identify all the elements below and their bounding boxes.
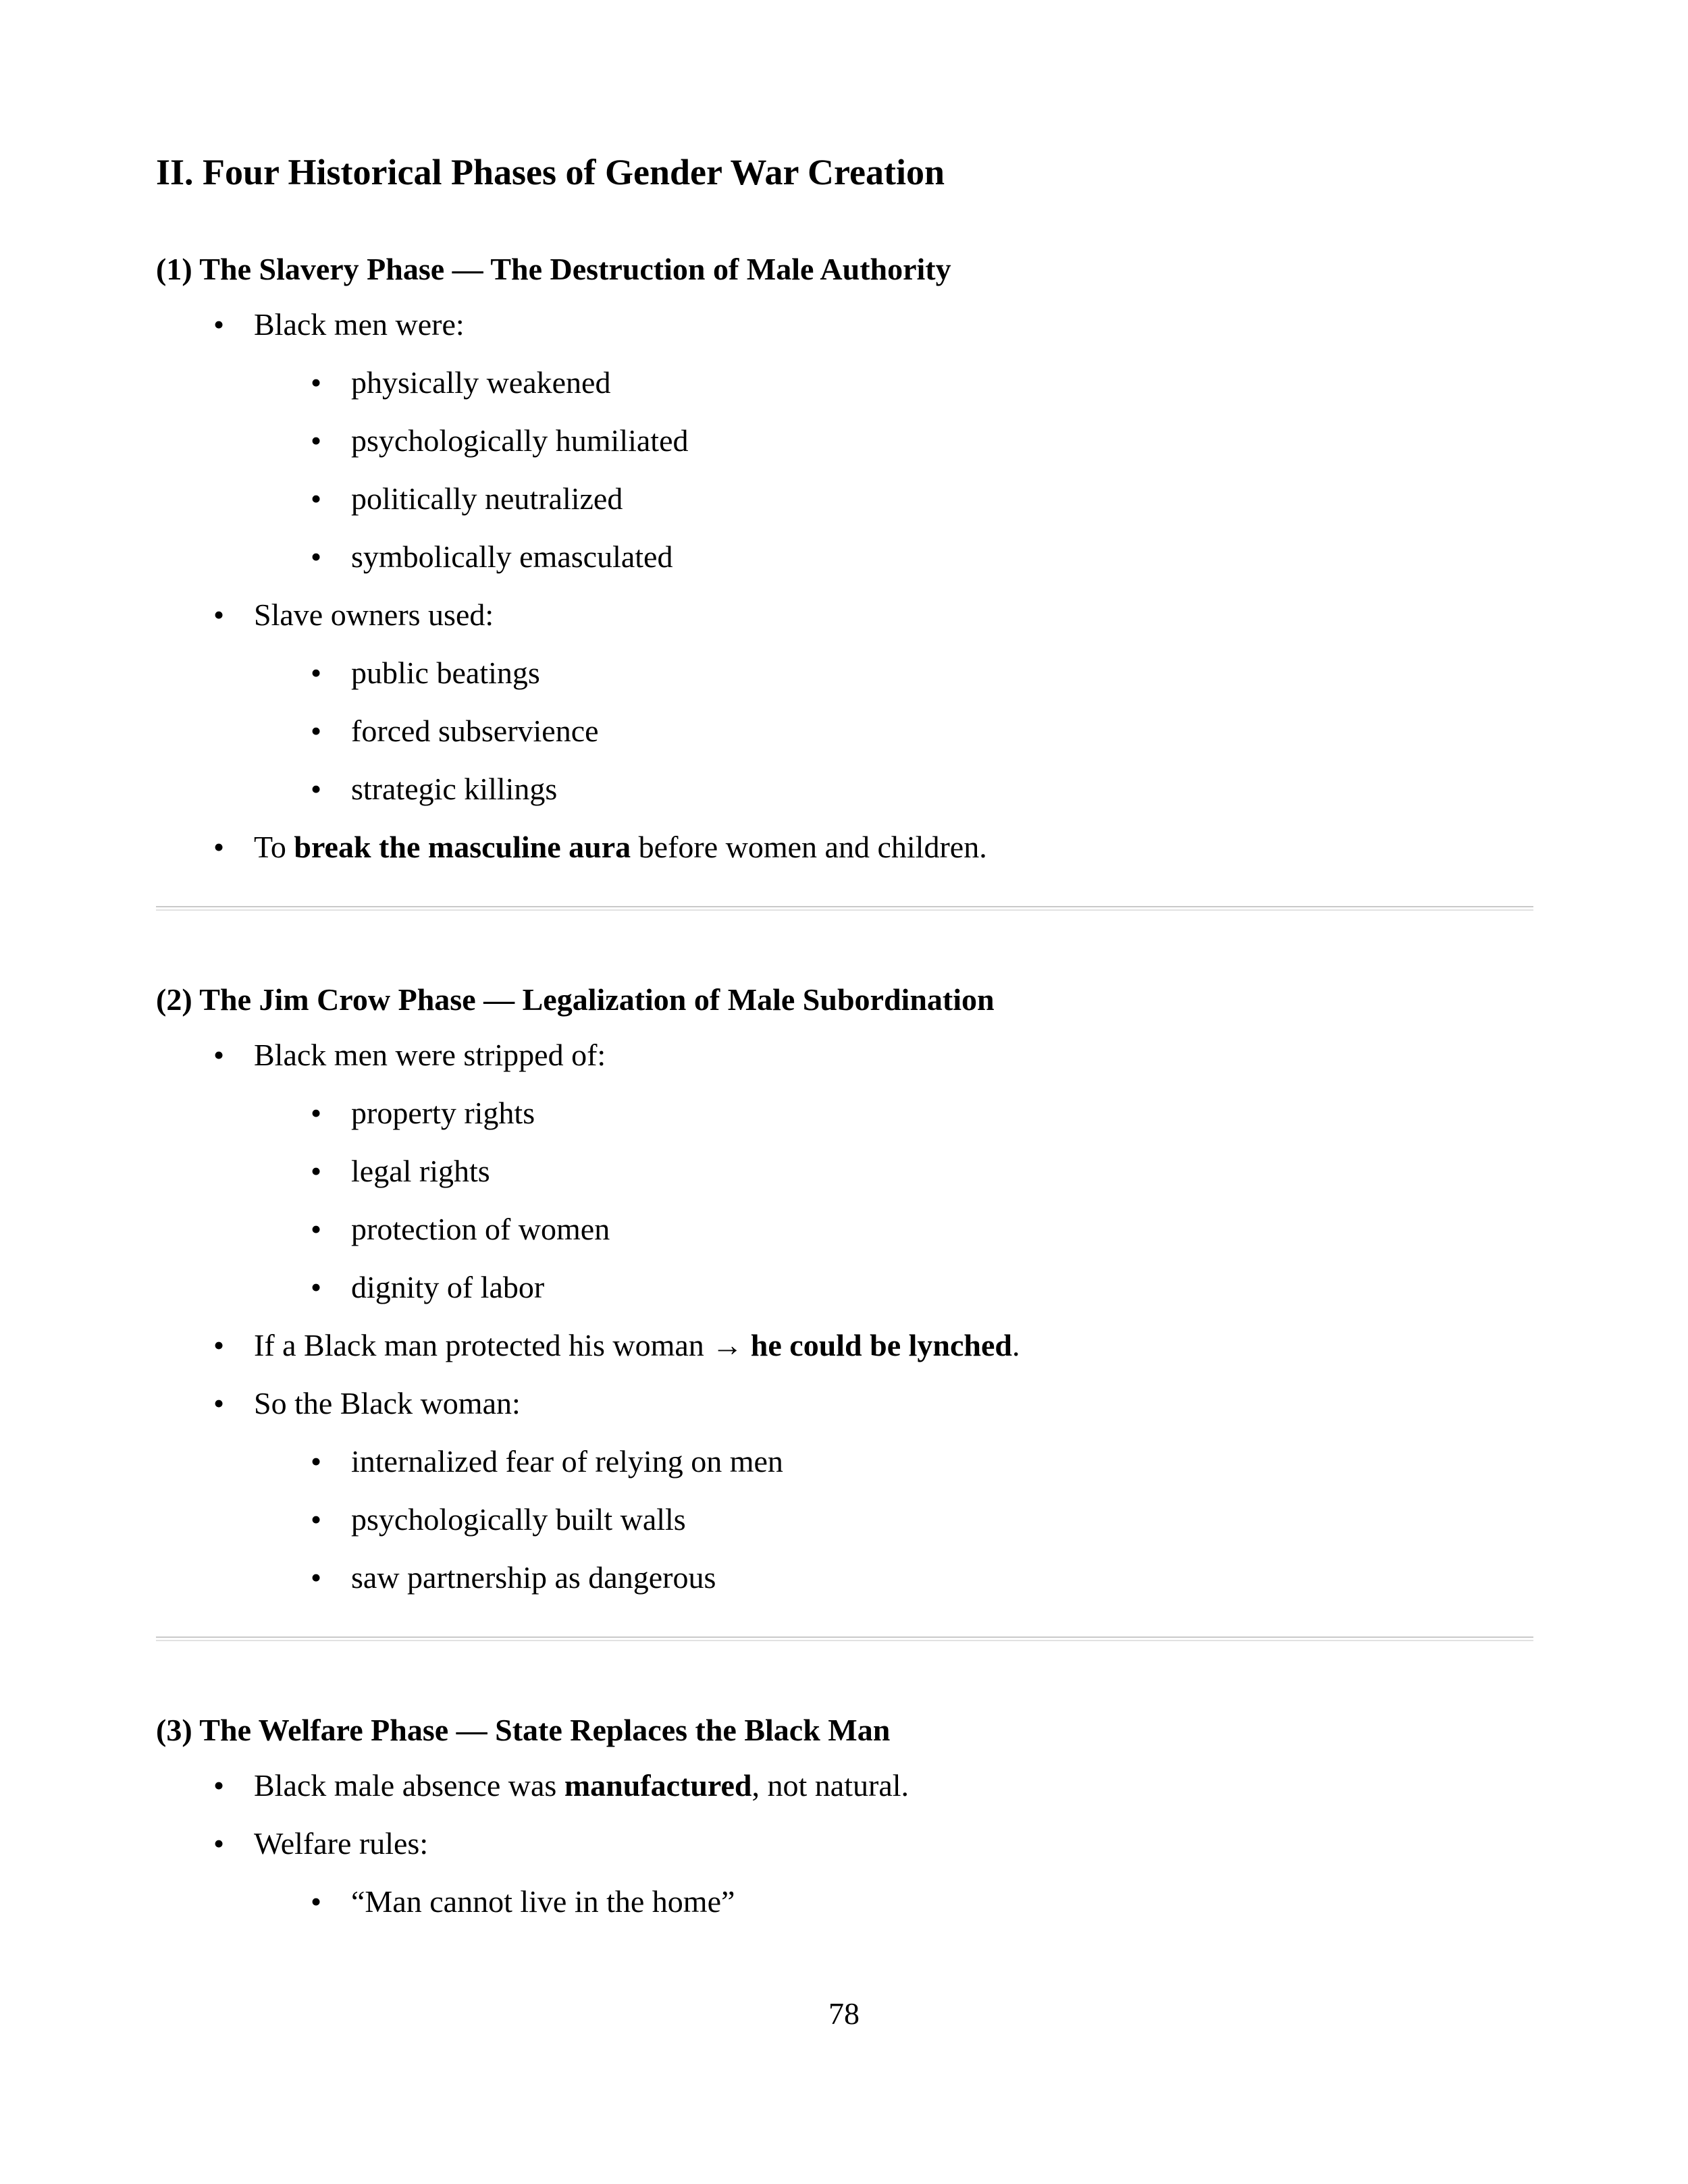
bullet-icon: • <box>311 423 322 458</box>
sub-list-item-text: saw partnership as dangerous <box>351 1560 716 1595</box>
text-run: , not natural. <box>751 1768 909 1803</box>
list-item-text <box>254 1330 1020 1361</box>
bullet-icon: • <box>213 1768 225 1803</box>
text-run: Black male absence was <box>254 1768 564 1803</box>
sub-list-item-text: protection of women <box>351 1212 610 1246</box>
bullet-icon: • <box>213 1386 225 1420</box>
bullet-icon: • <box>311 1154 322 1188</box>
list-item-text: So the Black woman: <box>254 1386 521 1420</box>
page-heading: II. Four Historical Phases of Gender War Creation <box>156 152 945 192</box>
text-run: before women and children. <box>631 830 987 864</box>
bullet-icon: • <box>311 656 322 690</box>
section-2-title: (2) The Jim Crow Phase — Legalization of Male Subordination <box>156 982 995 1017</box>
section-3-title: (3) The Welfare Phase — State Replaces the Black Man <box>156 1713 891 1747</box>
bullet-icon: • <box>311 1096 322 1130</box>
list-item-text: Black men were stripped of: <box>254 1038 606 1072</box>
bullet-icon: • <box>311 1270 322 1304</box>
bullet-icon: • <box>311 1444 322 1479</box>
sub-list-item-text: strategic killings <box>351 772 558 806</box>
sub-list-item-text: property rights <box>351 1096 535 1130</box>
list-item-text <box>254 1770 909 1801</box>
sub-list-item-text: “Man cannot live in the home” <box>351 1884 735 1919</box>
text-run: To <box>254 830 294 864</box>
sub-list-item-text: psychologically built walls <box>351 1502 686 1537</box>
list-item-text: Slave owners used: <box>254 597 494 632</box>
emphasis-text: he could be lynched <box>750 1328 1013 1362</box>
sub-list-item-text: internalized fear of relying on men <box>351 1444 783 1479</box>
bullet-icon: • <box>311 1212 322 1246</box>
list-item-text: Welfare rules: <box>254 1826 429 1861</box>
sub-list-item-text: physically weakened <box>351 365 611 400</box>
section-divider <box>156 906 1533 911</box>
bullet-icon: • <box>213 1328 225 1362</box>
bullet-icon: • <box>311 365 322 400</box>
bullet-icon: • <box>311 1884 322 1919</box>
emphasis-text: manufactured <box>564 1768 752 1803</box>
section-1-title: (1) The Slavery Phase — The Destruction of Male Authority <box>156 252 951 286</box>
bullet-icon: • <box>311 1502 322 1537</box>
sub-list-item-text: psychologically humiliated <box>351 423 689 458</box>
bullet-icon: • <box>311 539 322 574</box>
sub-list-item-text: forced subservience <box>351 714 599 748</box>
bullet-icon: • <box>213 307 225 342</box>
list-item-text: Black men were: <box>254 307 465 342</box>
bullet-icon: • <box>311 772 322 806</box>
sub-list-item-text: legal rights <box>351 1154 490 1188</box>
bullet-icon: • <box>311 481 322 516</box>
sub-list-item-text: public beatings <box>351 656 540 690</box>
emphasis-text: break the masculine aura <box>294 830 631 864</box>
sub-list-item-text: politically neutralized <box>351 481 623 516</box>
page-number: 78 <box>828 1996 860 2031</box>
bullet-icon: • <box>311 714 322 748</box>
bullet-icon: • <box>213 1038 225 1072</box>
bullet-icon: • <box>213 597 225 632</box>
sub-list-item-text: dignity of labor <box>351 1270 545 1304</box>
sub-list-item-text: symbolically emasculated <box>351 539 673 574</box>
section-divider <box>156 1636 1533 1641</box>
bullet-icon: • <box>213 830 225 864</box>
list-item-text <box>254 832 987 863</box>
bullet-icon: • <box>213 1826 225 1861</box>
bullet-icon: • <box>311 1560 322 1595</box>
text-run: . <box>1012 1328 1020 1362</box>
text-run: If a Black man protected his woman → <box>254 1328 751 1362</box>
